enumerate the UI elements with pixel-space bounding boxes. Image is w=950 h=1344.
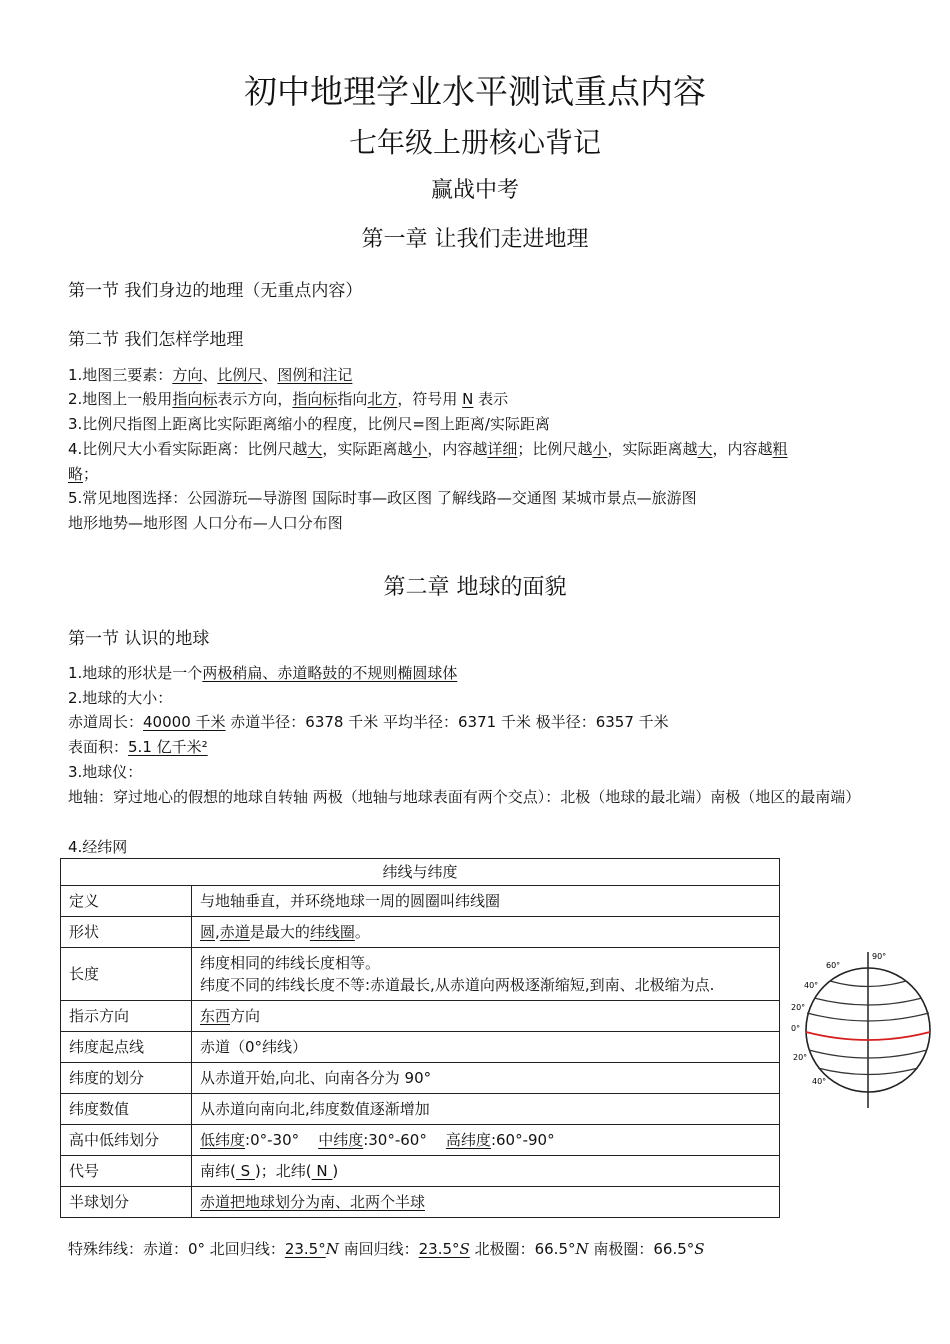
point-5-map-choice-cont: 地形地势—地形图 人口分布—人口分布图 [68, 514, 343, 532]
point-5-map-choice: 5.常见地图选择：公园游玩—导游图 国际时事—政区图 了解线路—交通图 某城市景点—旅游图 [68, 489, 697, 507]
chapter-1-section-1: 第一节 我们身边的地理（无重点内容） [68, 281, 363, 301]
latitude-table [60, 858, 780, 1218]
earth-shape: 1.地球的形状是一个两极稍扁、赤道略鼓的不规则椭圆球体 [68, 664, 458, 682]
globe-label: 20° [791, 1003, 806, 1012]
point-3-scale: 3.比例尺指图上距离比实际距离缩小的程度，比例尺=图上距离/实际距离 [68, 415, 550, 433]
special-latitudes: 特殊纬线：赤道：0° 北回归线：23.5°N 南回归线：23.5°S 北极圈：66.5°N 南极圈：66.5°S [68, 1240, 705, 1258]
earth-axis-poles: 地轴：穿过地心的假想的地球自转轴 两极（地轴与地球表面有两个交点）：北极（地球的最北端）南极（地区的最南端） [68, 788, 861, 806]
table-row: 定义 与地轴垂直，并环绕地球一周的圆圈叫纬线圈 [61, 886, 780, 917]
table-row: 纬度起点线 赤道（0°纬线） [61, 1032, 780, 1063]
chapter-2-title: 第二章 地球的面貌 [383, 575, 567, 600]
table-row: 半球划分 赤道把地球划分为南、北两个半球 [61, 1187, 780, 1218]
globe-label: 40° [812, 1077, 827, 1086]
table-row: 指示方向 东西方向 [61, 1001, 780, 1032]
globe-label: 90° [872, 952, 887, 961]
table-row: 纬度的划分 从赤道开始,向北、向南各分为 90° [61, 1063, 780, 1094]
table-header: 纬线与纬度 [61, 859, 780, 886]
globe-label: 40° [804, 981, 819, 990]
table-row: 长度 纬度相同的纬线长度相等。 纬度不同的纬线长度不等:赤道最长,从赤道向两极逐渐缩短,到南、北极缩为点. [61, 948, 780, 1001]
globe-label: 20° [793, 1053, 808, 1062]
point-4-scale-size: 4.比例尺大小看实际距离：比例尺越大，实际距离越小，内容越详细；比例尺越小，实际距离越大，内容越粗 略； [68, 440, 788, 483]
chapter-1-section-2: 第二节 我们怎样学地理 [68, 330, 244, 350]
page-title: 初中地理学业水平测试重点内容 [244, 72, 706, 111]
earth-size-heading: 2.地球的大小： [68, 689, 173, 707]
table-row: 纬度数值 从赤道向南向北,纬度数值逐渐增加 [61, 1094, 780, 1125]
chapter-2-section-1: 第一节 认识的地球 [68, 629, 210, 649]
point-2-direction: 2.地图上一般用指向标表示方向，指向标指向北方，符号用 N 表示 [68, 390, 509, 408]
page-subtitle: 七年级上册核心背记 [348, 126, 601, 159]
latitude-globe-diagram [790, 950, 940, 1110]
table-header-row [61, 859, 780, 886]
earth-surface-area: 表面积：5.1 亿千米² [68, 738, 208, 756]
globe-label: 60° [826, 961, 841, 970]
table-row: 高中低纬划分 低纬度:0°-30° 中纬度:30°-60° 高纬度:60°-90° [61, 1125, 780, 1156]
earth-size-values: 赤道周长：40000 千米 赤道半径：6378 千米 平均半径：6371 千米 极半径：6357 千米 [68, 713, 669, 731]
point-1-map-elements: 1.地图三要素：方向、比例尺、图例和注记 [68, 366, 353, 384]
table-row: 形状 圆,赤道是最大的纬线圈。 [61, 917, 780, 948]
table-row: 代号 南纬( S )；北纬( N ) [61, 1156, 780, 1187]
chapter-1-title: 第一章 让我们走进地理 [361, 227, 589, 252]
globe-label: 0° [791, 1024, 801, 1033]
page-tagline: 赢战中考 [430, 178, 519, 203]
globe-heading: 3.地球仪： [68, 763, 143, 781]
graticule-heading: 4.经纬网 [68, 838, 128, 856]
